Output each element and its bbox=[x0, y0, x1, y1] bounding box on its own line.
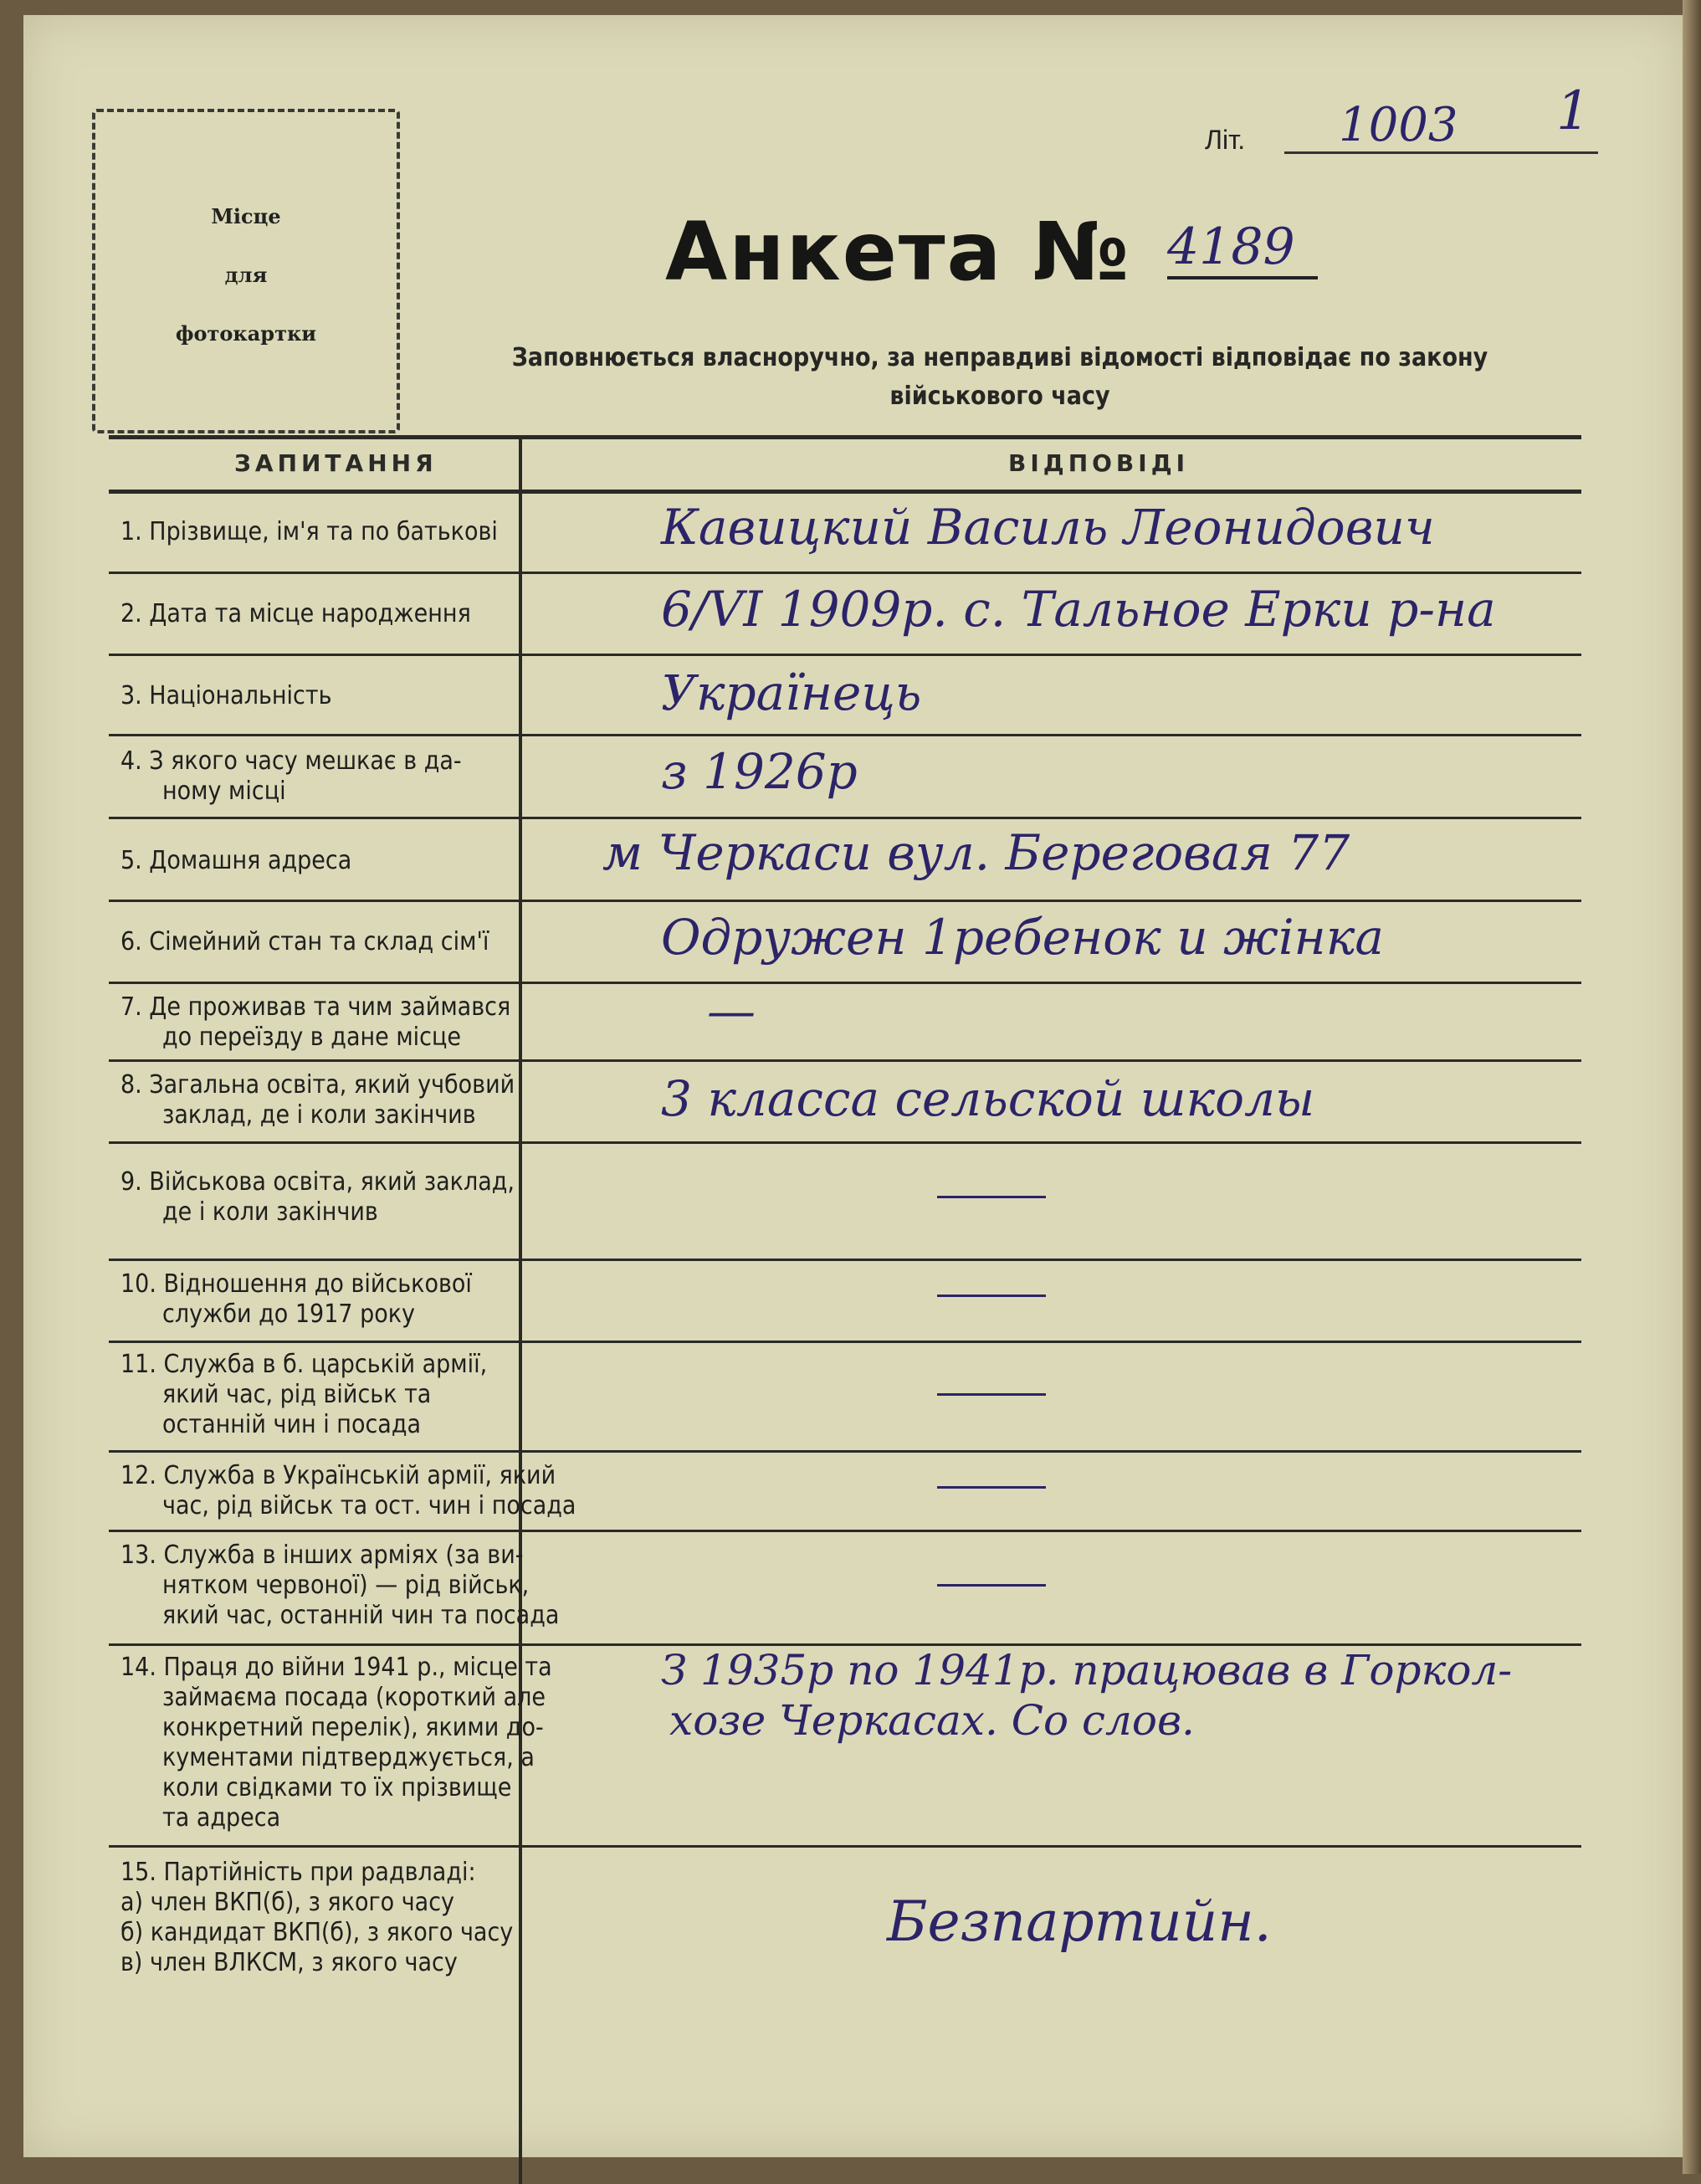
question-15-line-2: а) член ВКП(б), з якого часу bbox=[120, 1888, 455, 1917]
table-row bbox=[109, 1532, 1581, 1646]
table-row bbox=[109, 819, 1581, 902]
question-9 bbox=[120, 1167, 623, 1228]
page-number: 1 bbox=[1556, 80, 1591, 142]
question-13-line-3: який час, останній чин та посада bbox=[162, 1601, 560, 1630]
photo-label-3: фотокартки bbox=[175, 321, 317, 346]
question-10 bbox=[120, 1269, 623, 1330]
page-edge bbox=[1683, 0, 1701, 2174]
questions-header: ЗАПИТАННЯ bbox=[234, 449, 438, 477]
photo-label-2: для bbox=[224, 263, 268, 287]
question-7-line-1: 7. Де проживав та чим займався bbox=[120, 992, 511, 1022]
table-row bbox=[109, 1261, 1581, 1343]
question-11-line-2: який час, рід військ та bbox=[162, 1380, 432, 1409]
question-13-line-2: нятком червоної) — рід військ, bbox=[162, 1571, 530, 1600]
question-15-line-4: в) член ВЛКСМ, з якого часу bbox=[120, 1948, 458, 1977]
question-9-line-2: де і коли закінчив bbox=[162, 1197, 378, 1227]
table-row bbox=[109, 736, 1581, 819]
lit-field bbox=[1205, 98, 1598, 159]
answer-4: з 1926р bbox=[661, 743, 858, 800]
question-11 bbox=[120, 1350, 623, 1440]
question-14-line-2: займаєма посада (короткий але bbox=[162, 1683, 546, 1712]
answer-14-line-1: З 1935р по 1941р. працював в Горкол- bbox=[661, 1646, 1513, 1694]
question-9-line-1: 9. Військова освіта, який заклад, bbox=[120, 1167, 515, 1197]
photo-placeholder bbox=[92, 109, 400, 433]
question-14-line-6: та адреса bbox=[162, 1803, 281, 1833]
instruction-line-2: військового часу bbox=[889, 382, 1110, 411]
answer-15: Безпартийн. bbox=[887, 1889, 1272, 1954]
dash-mark bbox=[937, 1584, 1046, 1587]
question-8 bbox=[120, 1070, 623, 1130]
question-1: 1. Прізвище, ім'я та по батькові bbox=[120, 517, 498, 546]
table-row bbox=[109, 1144, 1581, 1261]
question-13-line-1: 13. Служба в інших арміях (за ви- bbox=[120, 1541, 524, 1570]
question-15 bbox=[120, 1858, 623, 1978]
question-11-line-3: останній чин і посада bbox=[162, 1410, 422, 1439]
question-12 bbox=[120, 1461, 623, 1521]
question-7 bbox=[120, 992, 623, 1053]
question-2: 2. Дата та місце народження bbox=[120, 599, 471, 628]
lit-label: Літ. bbox=[1205, 125, 1246, 155]
dash-mark bbox=[937, 1196, 1046, 1198]
lit-value: 1003 bbox=[1339, 98, 1458, 152]
question-15-line-1: 15. Партійність при радвладі: bbox=[120, 1858, 476, 1887]
dash-mark bbox=[937, 1486, 1046, 1489]
page-title: Анкета № bbox=[665, 205, 1131, 299]
answer-14-line-2: хозе Черкасах. Со слов. bbox=[669, 1696, 1195, 1745]
table-row bbox=[109, 1646, 1581, 1848]
answer-8: 3 класса сельской школы bbox=[661, 1070, 1315, 1127]
question-15-line-3: б) кандидат ВКП(б), з якого часу bbox=[120, 1918, 514, 1947]
table-row bbox=[109, 574, 1581, 656]
answer-5: м Черкаси вул. Береговая 77 bbox=[602, 824, 1350, 881]
question-6: 6. Сімейний стан та склад сім'ї bbox=[120, 927, 489, 956]
table-row bbox=[109, 656, 1581, 736]
question-4-line-1: 4. З якого часу мешкає в да- bbox=[120, 746, 462, 776]
dash-mark bbox=[937, 1295, 1046, 1297]
table-header bbox=[109, 435, 1581, 494]
question-14-line-1: 14. Праця до війни 1941 р., місце та bbox=[120, 1653, 552, 1682]
table-row bbox=[109, 902, 1581, 984]
form-number: 4189 bbox=[1167, 218, 1318, 279]
question-10-line-1: 10. Відношення до військової bbox=[120, 1269, 472, 1299]
question-13 bbox=[120, 1541, 623, 1631]
table-row bbox=[109, 494, 1581, 574]
answer-6: Одружен 1ребенок и жінка bbox=[661, 909, 1384, 966]
question-8-line-2: заклад, де і коли закінчив bbox=[162, 1100, 476, 1130]
question-3: 3. Національність bbox=[120, 681, 332, 710]
question-10-line-2: служби до 1917 року bbox=[162, 1300, 416, 1329]
question-12-line-1: 12. Служба в Українській армії, який bbox=[120, 1461, 556, 1490]
instruction-line-1: Заповнюється власноручно, за неправдиві відомості відповідає по закону bbox=[511, 343, 1488, 372]
question-14-line-5: коли свідками то їх прізвище bbox=[162, 1773, 512, 1802]
question-11-line-1: 11. Служба в б. царській армії, bbox=[120, 1350, 488, 1379]
answers-header: ВІДПОВІДІ bbox=[1008, 449, 1190, 477]
dash-mark bbox=[937, 1393, 1046, 1396]
question-14-line-3: конкретний перелік), якими до- bbox=[162, 1713, 544, 1742]
table-row bbox=[109, 1453, 1581, 1532]
questionnaire-table bbox=[109, 435, 1581, 2015]
answer-2: 6/VI 1909р. с. Тальное Ерки р-на bbox=[661, 581, 1496, 638]
question-4-line-2: ному місці bbox=[162, 777, 286, 806]
form-instruction bbox=[435, 339, 1565, 416]
question-4 bbox=[120, 746, 623, 807]
table-row bbox=[109, 1062, 1581, 1144]
answer-1: Кавицкий Василь Леонидович bbox=[661, 499, 1435, 556]
table-row bbox=[109, 1343, 1581, 1453]
question-5: 5. Домашня адреса bbox=[120, 846, 352, 875]
question-14-line-4: кументами підтверджується, а bbox=[162, 1743, 535, 1772]
question-12-line-2: час, рід військ та ост. чин і посада bbox=[162, 1491, 576, 1520]
question-14 bbox=[120, 1653, 623, 1833]
photo-label-1: Місце bbox=[211, 204, 281, 228]
table-row bbox=[109, 984, 1581, 1062]
question-8-line-1: 8. Загальна освіта, який учбовий bbox=[120, 1070, 515, 1100]
question-7-line-2: до переїзду в дане місце bbox=[162, 1023, 461, 1052]
answer-7: — bbox=[707, 982, 756, 1039]
answer-3: Українець bbox=[661, 664, 922, 721]
table-row bbox=[109, 1848, 1581, 2015]
